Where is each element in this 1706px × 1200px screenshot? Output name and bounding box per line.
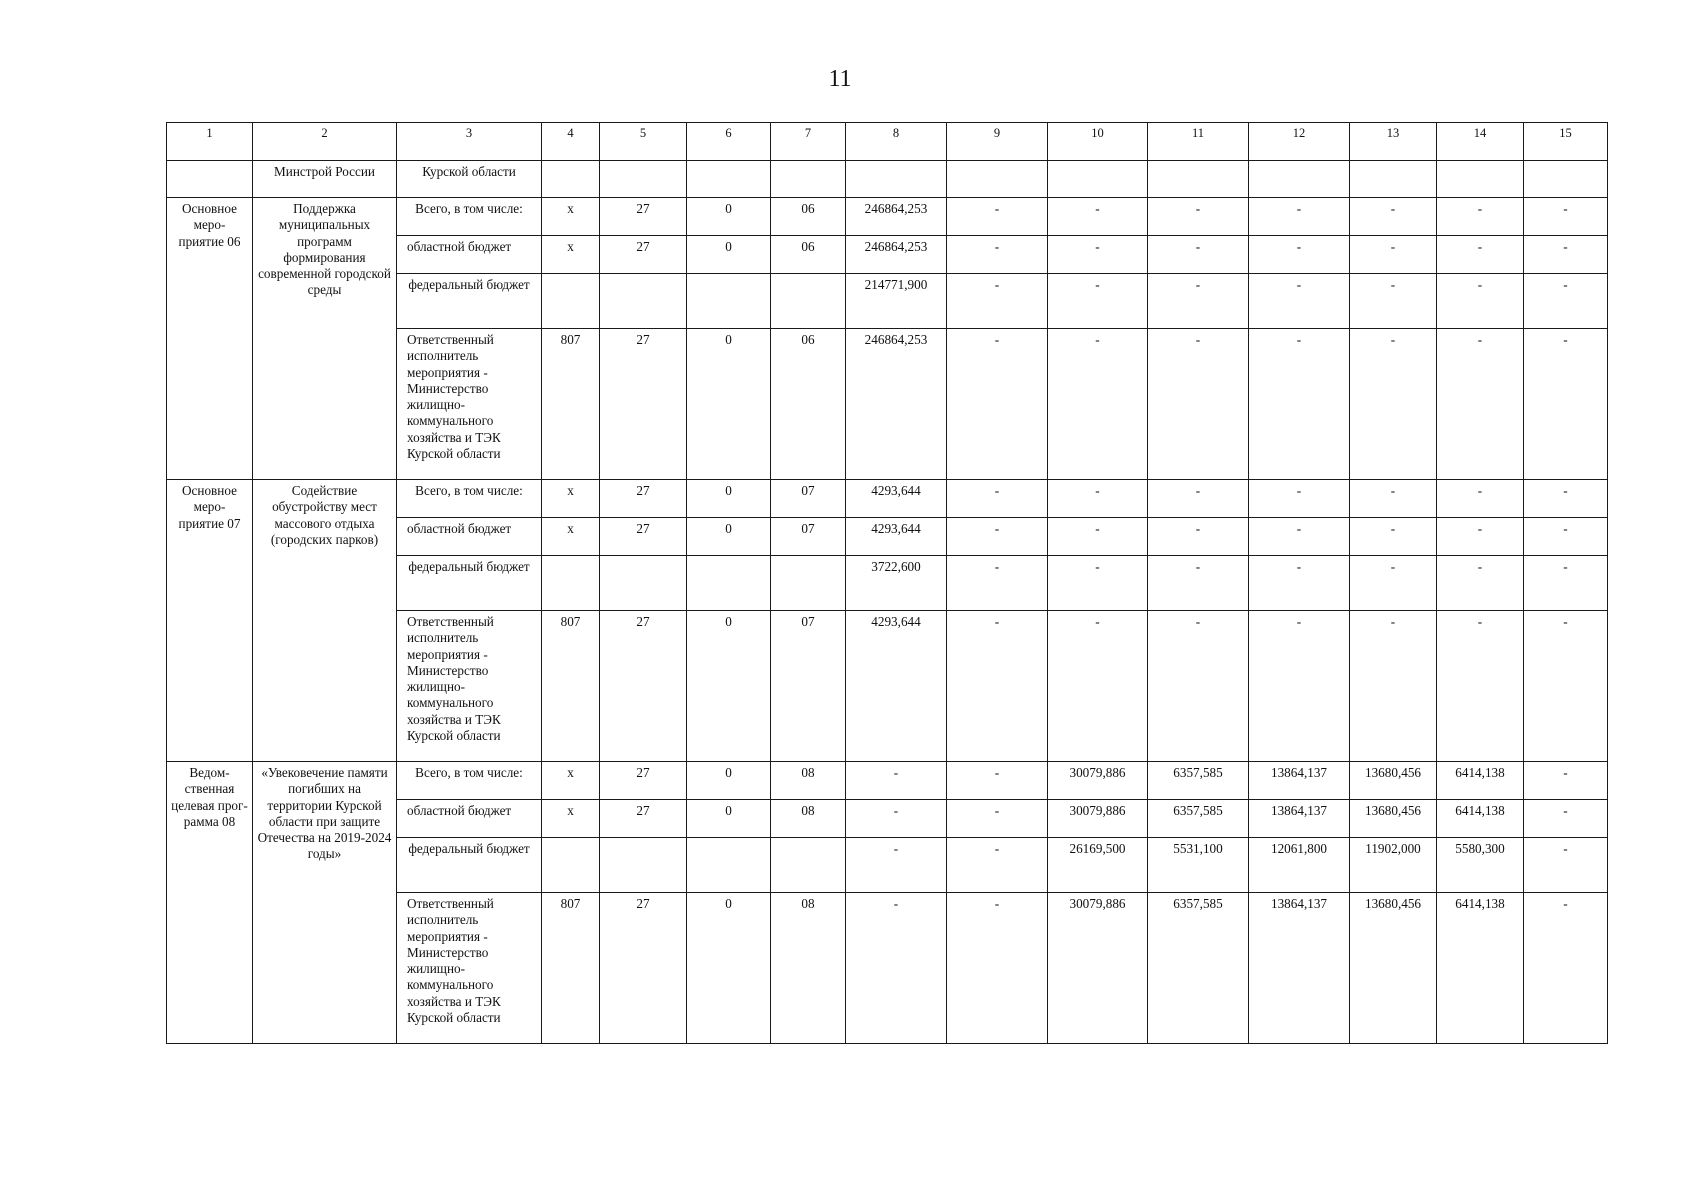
funding-source-label: Ответственный исполнитель мероприятия - Министерство жилищно-коммунального хозяйства и ТЭК Курской области bbox=[397, 893, 542, 1044]
program-code: Основное меро-приятие 07 bbox=[167, 480, 253, 762]
value-cell-c12: - bbox=[1249, 518, 1350, 556]
column-number-row bbox=[167, 123, 1608, 161]
value-cell-c7 bbox=[771, 838, 846, 893]
column-number: 13 bbox=[1350, 123, 1437, 161]
value-cell-c8: 246864,253 bbox=[846, 236, 947, 274]
column-number: 7 bbox=[771, 123, 846, 161]
value-cell-c8: 246864,253 bbox=[846, 329, 947, 480]
value-cell-c10: - bbox=[1048, 236, 1148, 274]
table-row bbox=[167, 198, 1608, 236]
value-cell-c8: 3722,600 bbox=[846, 556, 947, 611]
value-cell-c11: - bbox=[1148, 274, 1249, 329]
value-cell-c7 bbox=[771, 274, 846, 329]
funding-source-label: областной бюджет bbox=[397, 236, 542, 274]
column-number: 4 bbox=[542, 123, 600, 161]
value-cell-c14: - bbox=[1437, 236, 1524, 274]
column-number: 5 bbox=[600, 123, 687, 161]
carryover-region: Курской области bbox=[397, 161, 542, 198]
value-cell-c6: 0 bbox=[687, 329, 771, 480]
value-cell-c5 bbox=[600, 556, 687, 611]
value-cell-c14: 6414,138 bbox=[1437, 800, 1524, 838]
program-code: Ведом-ственная целевая прог-рамма 08 bbox=[167, 762, 253, 1044]
value-cell-c11: - bbox=[1148, 518, 1249, 556]
value-cell-c12: 13864,137 bbox=[1249, 762, 1350, 800]
value-cell-c9: - bbox=[947, 518, 1048, 556]
value-cell-c14: - bbox=[1437, 556, 1524, 611]
value-cell-c15: - bbox=[1524, 329, 1608, 480]
value-cell-c9: - bbox=[947, 762, 1048, 800]
value-cell-c9: - bbox=[947, 838, 1048, 893]
value-cell-c10: - bbox=[1048, 611, 1148, 762]
value-cell-c13: - bbox=[1350, 198, 1437, 236]
value-cell-c15: - bbox=[1524, 518, 1608, 556]
empty-cell bbox=[771, 161, 846, 198]
value-cell-c14: - bbox=[1437, 518, 1524, 556]
funding-source-label: областной бюджет bbox=[397, 518, 542, 556]
value-cell-c14: - bbox=[1437, 198, 1524, 236]
value-cell-c4: х bbox=[542, 480, 600, 518]
value-cell-c9: - bbox=[947, 556, 1048, 611]
value-cell-c15: - bbox=[1524, 236, 1608, 274]
value-cell-c13: 11902,000 bbox=[1350, 838, 1437, 893]
value-cell-c4: х bbox=[542, 800, 600, 838]
value-cell-c11: 6357,585 bbox=[1148, 893, 1249, 1044]
value-cell-c5 bbox=[600, 274, 687, 329]
value-cell-c11: 6357,585 bbox=[1148, 762, 1249, 800]
program-code: Основное меро-приятие 06 bbox=[167, 198, 253, 480]
value-cell-c12: - bbox=[1249, 236, 1350, 274]
value-cell-c8: - bbox=[846, 893, 947, 1044]
column-number: 9 bbox=[947, 123, 1048, 161]
value-cell-c15: - bbox=[1524, 800, 1608, 838]
funding-source-label: Всего, в том числе: bbox=[397, 762, 542, 800]
value-cell-c15: - bbox=[1524, 762, 1608, 800]
funding-source-label: федеральный бюджет bbox=[397, 838, 542, 893]
value-cell-c5: 27 bbox=[600, 480, 687, 518]
carryover-code-cell bbox=[167, 161, 253, 198]
value-cell-c6: 0 bbox=[687, 893, 771, 1044]
column-number: 14 bbox=[1437, 123, 1524, 161]
value-cell-c11: - bbox=[1148, 329, 1249, 480]
value-cell-c6 bbox=[687, 274, 771, 329]
value-cell-c7: 08 bbox=[771, 893, 846, 1044]
empty-cell bbox=[542, 161, 600, 198]
program-name: «Увековечение памяти погибших на территории Курской области при защите Отечества на 2019-2024 годы» bbox=[253, 762, 397, 1044]
value-cell-c4: 807 bbox=[542, 611, 600, 762]
value-cell-c7: 08 bbox=[771, 762, 846, 800]
carryover-responsible: Минстрой России bbox=[253, 161, 397, 198]
value-cell-c7: 06 bbox=[771, 198, 846, 236]
column-number: 6 bbox=[687, 123, 771, 161]
empty-cell bbox=[1524, 161, 1608, 198]
value-cell-c13: - bbox=[1350, 518, 1437, 556]
value-cell-c5 bbox=[600, 838, 687, 893]
value-cell-c13: 13680,456 bbox=[1350, 893, 1437, 1044]
value-cell-c9: - bbox=[947, 329, 1048, 480]
value-cell-c9: - bbox=[947, 198, 1048, 236]
value-cell-c12: - bbox=[1249, 198, 1350, 236]
value-cell-c14: - bbox=[1437, 274, 1524, 329]
value-cell-c7: 07 bbox=[771, 518, 846, 556]
value-cell-c7 bbox=[771, 556, 846, 611]
value-cell-c13: - bbox=[1350, 480, 1437, 518]
value-cell-c14: 6414,138 bbox=[1437, 762, 1524, 800]
value-cell-c12: 13864,137 bbox=[1249, 800, 1350, 838]
value-cell-c10: - bbox=[1048, 198, 1148, 236]
value-cell-c4: х bbox=[542, 236, 600, 274]
value-cell-c6: 0 bbox=[687, 236, 771, 274]
value-cell-c11: - bbox=[1148, 556, 1249, 611]
column-number: 8 bbox=[846, 123, 947, 161]
column-number: 12 bbox=[1249, 123, 1350, 161]
value-cell-c15: - bbox=[1524, 198, 1608, 236]
value-cell-c10: 30079,886 bbox=[1048, 893, 1148, 1044]
value-cell-c6 bbox=[687, 838, 771, 893]
empty-cell bbox=[600, 161, 687, 198]
value-cell-c10: 30079,886 bbox=[1048, 762, 1148, 800]
value-cell-c5: 27 bbox=[600, 893, 687, 1044]
value-cell-c4: 807 bbox=[542, 329, 600, 480]
column-number: 1 bbox=[167, 123, 253, 161]
value-cell-c4 bbox=[542, 838, 600, 893]
value-cell-c14: 5580,300 bbox=[1437, 838, 1524, 893]
funding-source-label: Всего, в том числе: bbox=[397, 480, 542, 518]
value-cell-c7: 06 bbox=[771, 329, 846, 480]
value-cell-c8: 4293,644 bbox=[846, 518, 947, 556]
value-cell-c13: - bbox=[1350, 274, 1437, 329]
value-cell-c5: 27 bbox=[600, 236, 687, 274]
value-cell-c15: - bbox=[1524, 274, 1608, 329]
value-cell-c8: - bbox=[846, 838, 947, 893]
value-cell-c15: - bbox=[1524, 838, 1608, 893]
value-cell-c10: 30079,886 bbox=[1048, 800, 1148, 838]
empty-cell bbox=[846, 161, 947, 198]
value-cell-c8: 4293,644 bbox=[846, 480, 947, 518]
value-cell-c9: - bbox=[947, 611, 1048, 762]
value-cell-c8: 4293,644 bbox=[846, 611, 947, 762]
column-number: 10 bbox=[1048, 123, 1148, 161]
value-cell-c12: - bbox=[1249, 556, 1350, 611]
value-cell-c6: 0 bbox=[687, 518, 771, 556]
empty-cell bbox=[1350, 161, 1437, 198]
value-cell-c9: - bbox=[947, 274, 1048, 329]
column-number: 3 bbox=[397, 123, 542, 161]
value-cell-c5: 27 bbox=[600, 518, 687, 556]
value-cell-c5: 27 bbox=[600, 762, 687, 800]
value-cell-c4 bbox=[542, 274, 600, 329]
value-cell-c7: 07 bbox=[771, 611, 846, 762]
value-cell-c6: 0 bbox=[687, 762, 771, 800]
empty-cell bbox=[1148, 161, 1249, 198]
value-cell-c4: 807 bbox=[542, 893, 600, 1044]
carryover-row bbox=[167, 161, 1608, 198]
empty-cell bbox=[687, 161, 771, 198]
empty-cell bbox=[947, 161, 1048, 198]
value-cell-c13: - bbox=[1350, 556, 1437, 611]
value-cell-c4: х bbox=[542, 518, 600, 556]
page-number: 11 bbox=[828, 66, 852, 92]
value-cell-c5: 27 bbox=[600, 198, 687, 236]
funding-source-label: Ответственный исполнитель мероприятия - Министерство жилищно-коммунального хозяйства и ТЭК Курской области bbox=[397, 329, 542, 480]
value-cell-c4 bbox=[542, 556, 600, 611]
budget-table bbox=[166, 122, 1608, 1044]
value-cell-c5: 27 bbox=[600, 800, 687, 838]
value-cell-c8: - bbox=[846, 800, 947, 838]
value-cell-c11: - bbox=[1148, 236, 1249, 274]
empty-cell bbox=[1048, 161, 1148, 198]
value-cell-c14: 6414,138 bbox=[1437, 893, 1524, 1044]
funding-source-label: областной бюджет bbox=[397, 800, 542, 838]
column-number: 15 bbox=[1524, 123, 1608, 161]
value-cell-c15: - bbox=[1524, 556, 1608, 611]
column-number: 11 bbox=[1148, 123, 1249, 161]
value-cell-c9: - bbox=[947, 893, 1048, 1044]
value-cell-c15: - bbox=[1524, 893, 1608, 1044]
funding-source-label: Ответственный исполнитель мероприятия - Министерство жилищно-коммунального хозяйства и ТЭК Курской области bbox=[397, 611, 542, 762]
value-cell-c12: 13864,137 bbox=[1249, 893, 1350, 1044]
program-name: Содействие обустройству мест массового отдыха (городских парков) bbox=[253, 480, 397, 762]
value-cell-c13: - bbox=[1350, 329, 1437, 480]
value-cell-c9: - bbox=[947, 236, 1048, 274]
value-cell-c12: - bbox=[1249, 329, 1350, 480]
value-cell-c4: х bbox=[542, 762, 600, 800]
value-cell-c10: - bbox=[1048, 329, 1148, 480]
table-row bbox=[167, 480, 1608, 518]
value-cell-c11: 6357,585 bbox=[1148, 800, 1249, 838]
value-cell-c7: 07 bbox=[771, 480, 846, 518]
value-cell-c12: - bbox=[1249, 274, 1350, 329]
value-cell-c12: - bbox=[1249, 611, 1350, 762]
value-cell-c8: 214771,900 bbox=[846, 274, 947, 329]
value-cell-c13: - bbox=[1350, 611, 1437, 762]
value-cell-c10: - bbox=[1048, 274, 1148, 329]
value-cell-c6: 0 bbox=[687, 480, 771, 518]
value-cell-c12: - bbox=[1249, 480, 1350, 518]
value-cell-c4: х bbox=[542, 198, 600, 236]
value-cell-c11: - bbox=[1148, 611, 1249, 762]
value-cell-c5: 27 bbox=[600, 611, 687, 762]
value-cell-c7: 08 bbox=[771, 800, 846, 838]
value-cell-c14: - bbox=[1437, 611, 1524, 762]
value-cell-c9: - bbox=[947, 480, 1048, 518]
value-cell-c10: - bbox=[1048, 518, 1148, 556]
funding-source-label: Всего, в том числе: bbox=[397, 198, 542, 236]
value-cell-c8: - bbox=[846, 762, 947, 800]
value-cell-c10: - bbox=[1048, 556, 1148, 611]
funding-source-label: федеральный бюджет bbox=[397, 274, 542, 329]
value-cell-c7: 06 bbox=[771, 236, 846, 274]
value-cell-c9: - bbox=[947, 800, 1048, 838]
table-row bbox=[167, 762, 1608, 800]
value-cell-c11: 5531,100 bbox=[1148, 838, 1249, 893]
value-cell-c15: - bbox=[1524, 611, 1608, 762]
value-cell-c8: 246864,253 bbox=[846, 198, 947, 236]
value-cell-c6: 0 bbox=[687, 611, 771, 762]
value-cell-c10: - bbox=[1048, 480, 1148, 518]
program-name: Поддержка муниципальных программ формирования современной городской среды bbox=[253, 198, 397, 480]
value-cell-c11: - bbox=[1148, 198, 1249, 236]
empty-cell bbox=[1249, 161, 1350, 198]
value-cell-c5: 27 bbox=[600, 329, 687, 480]
value-cell-c6 bbox=[687, 556, 771, 611]
value-cell-c6: 0 bbox=[687, 800, 771, 838]
empty-cell bbox=[1437, 161, 1524, 198]
value-cell-c11: - bbox=[1148, 480, 1249, 518]
value-cell-c12: 12061,800 bbox=[1249, 838, 1350, 893]
column-number: 2 bbox=[253, 123, 397, 161]
value-cell-c13: - bbox=[1350, 236, 1437, 274]
value-cell-c13: 13680,456 bbox=[1350, 800, 1437, 838]
value-cell-c14: - bbox=[1437, 480, 1524, 518]
value-cell-c10: 26169,500 bbox=[1048, 838, 1148, 893]
value-cell-c6: 0 bbox=[687, 198, 771, 236]
value-cell-c14: - bbox=[1437, 329, 1524, 480]
value-cell-c15: - bbox=[1524, 480, 1608, 518]
funding-source-label: федеральный бюджет bbox=[397, 556, 542, 611]
value-cell-c13: 13680,456 bbox=[1350, 762, 1437, 800]
